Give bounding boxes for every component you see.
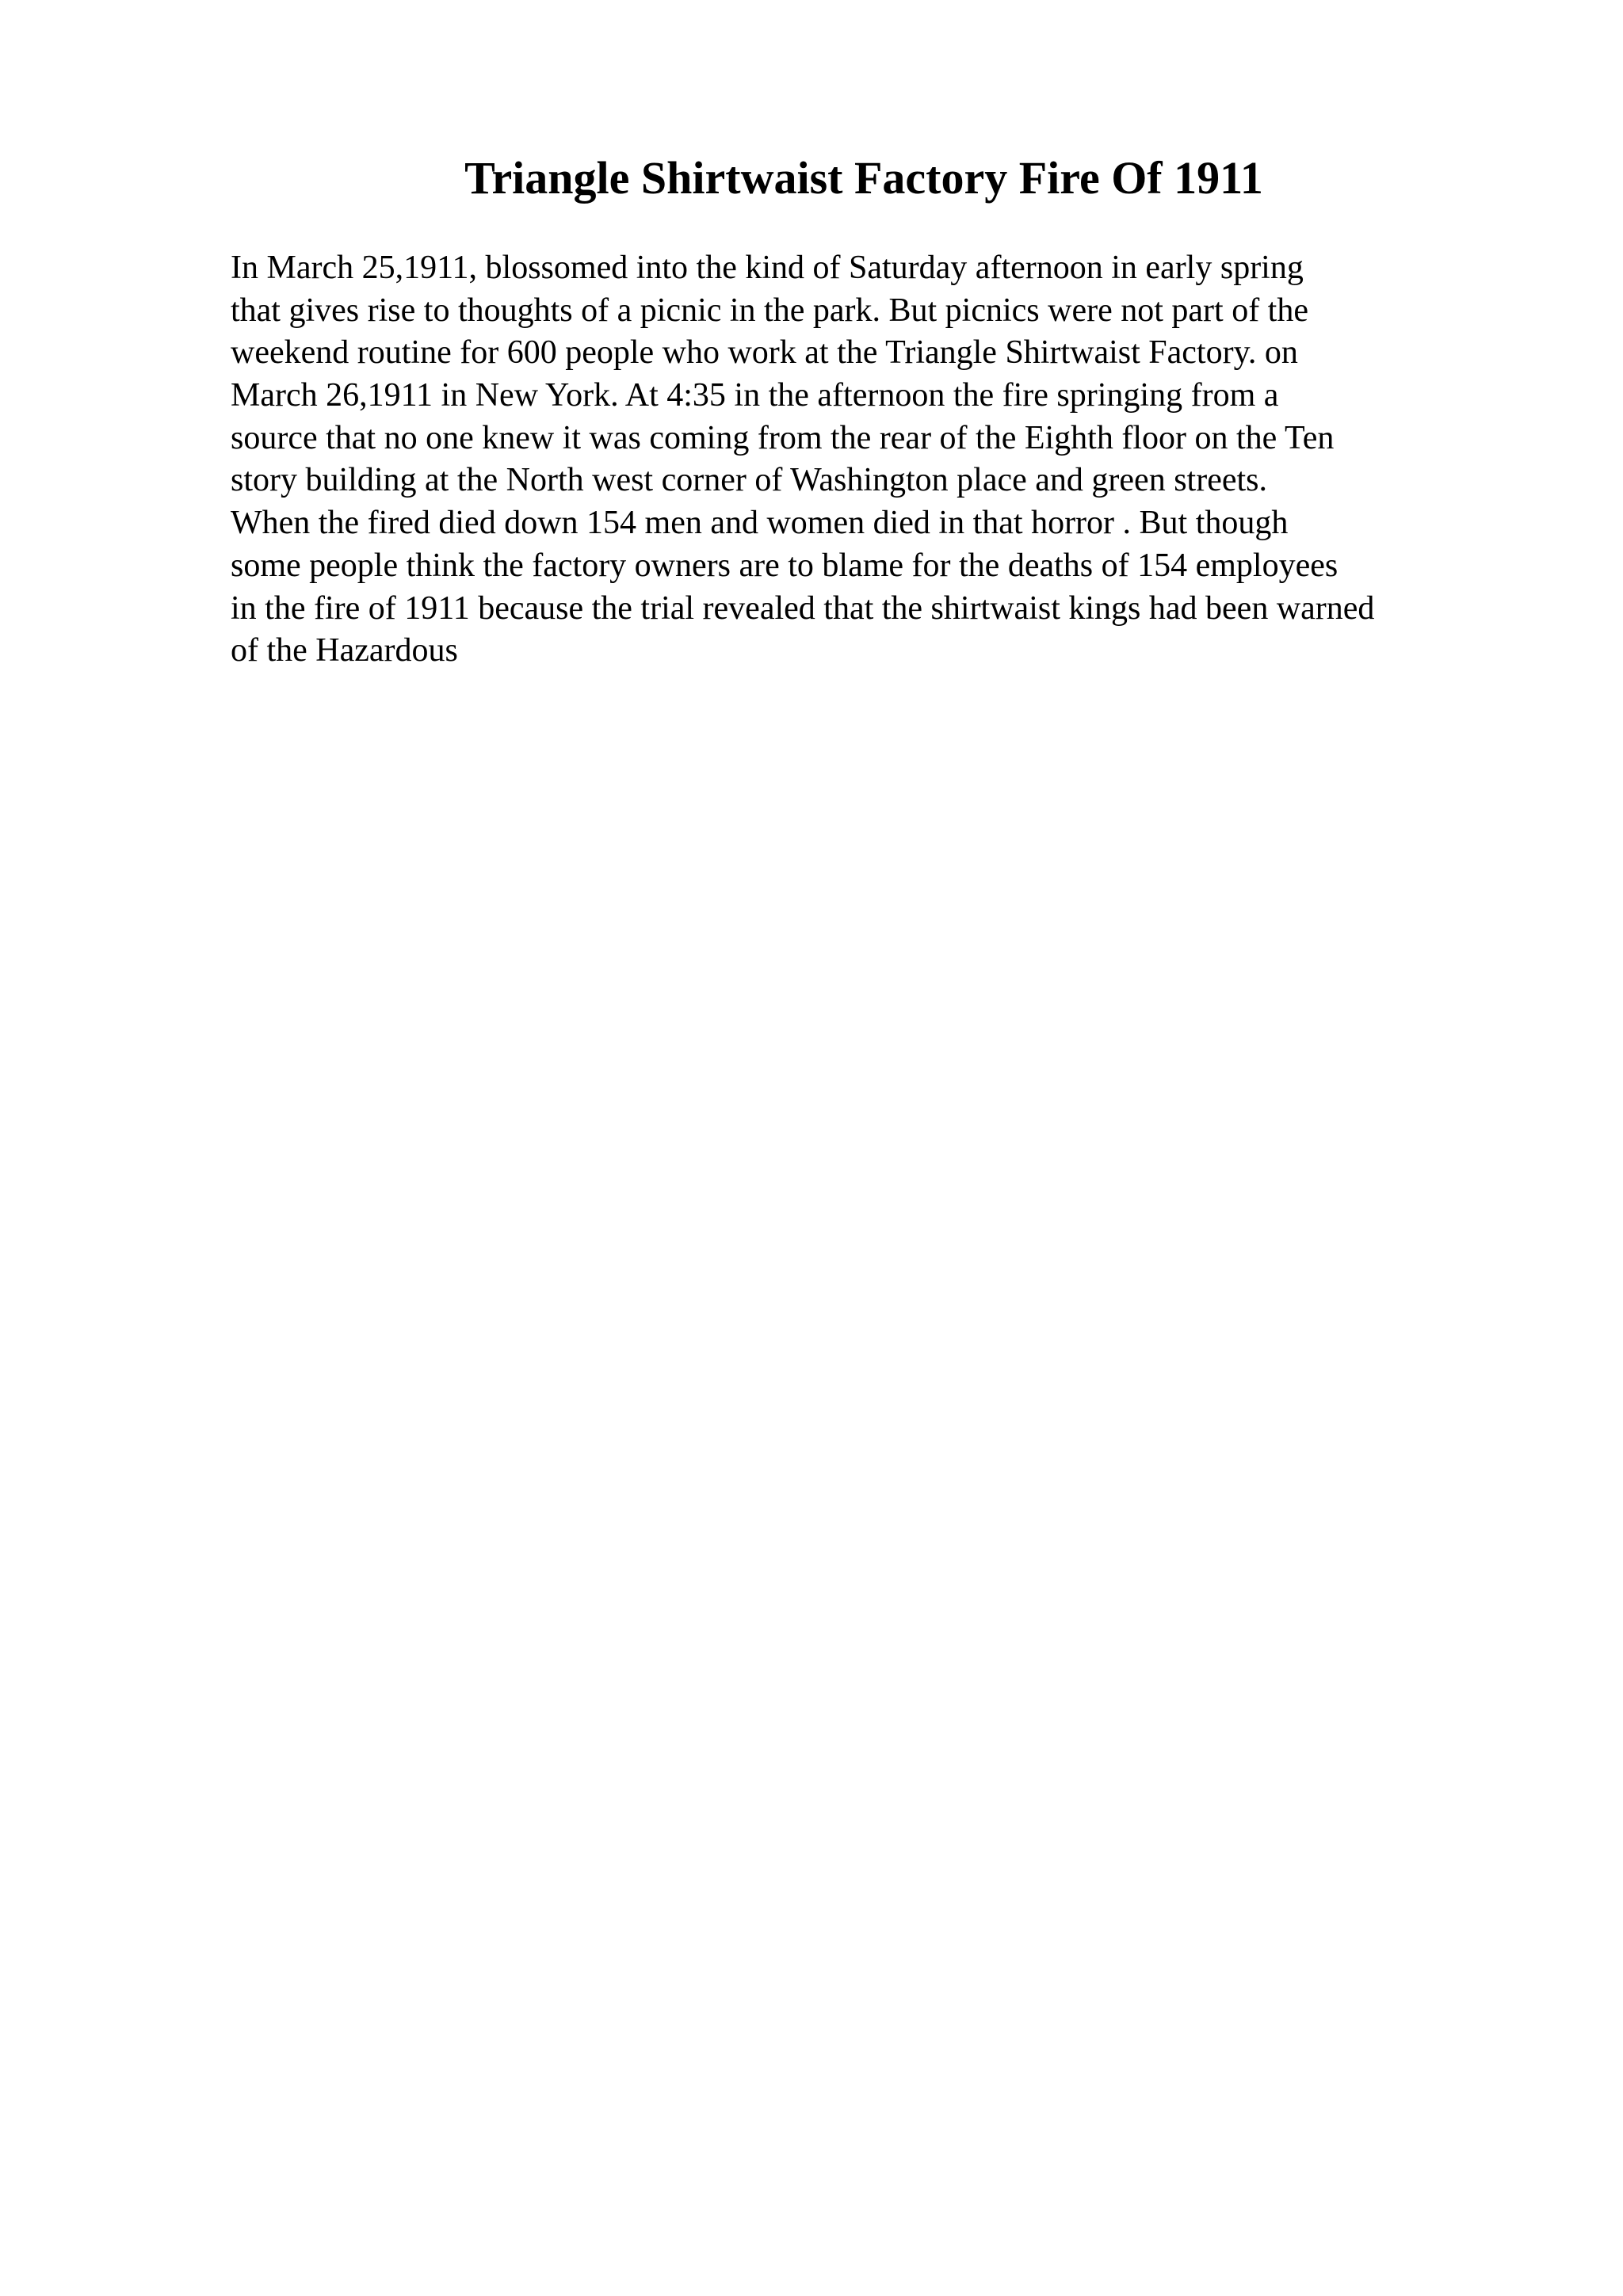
body-line: story building at the North west corner of Washington place and green streets. <box>231 462 1267 499</box>
body-line: When the fired died down 154 men and women died in that horror . But though <box>231 505 1289 542</box>
document-title: Triangle Shirtwaist Factory Fire Of 1911 <box>464 152 1263 204</box>
body-line: that gives rise to thoughts of a picnic in the park. But picnics were not part of the <box>231 292 1308 329</box>
body-line: some people think the factory owners are to blame for the deaths of 154 employees <box>231 547 1338 584</box>
body-line: weekend routine for 600 people who work at the Triangle Shirtwaist Factory. on <box>231 334 1298 372</box>
body-line: In March 25,1911, blossomed into the kind of Saturday afternoon in early spring <box>231 250 1304 286</box>
body-line: in the fire of 1911 because the trial revealed that the shirtwaist kings had been warned <box>231 589 1375 627</box>
body-line: March 26,1911 in New York. At 4:35 in the afternoon the fire springing from a <box>231 377 1279 414</box>
document-body <box>231 247 1594 673</box>
body-line: of the Hazardous <box>231 632 458 669</box>
body-line: source that no one knew it was coming from the rear of the Eighth floor on the Ten <box>231 419 1335 456</box>
